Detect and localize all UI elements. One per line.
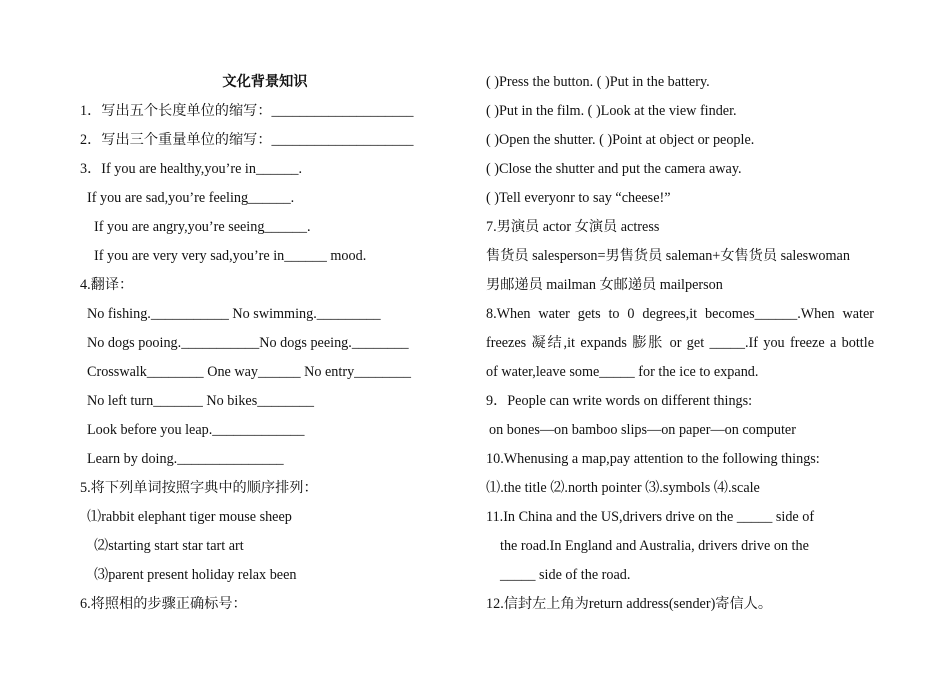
question-3-line-4: If you are very very sad,you’re in______ mood. [94,248,367,264]
word-list-2: ⑵starting start star tart art [94,538,244,554]
question-3-line-2: If you are sad,you’re feeling______. [87,190,295,206]
camera-step-row-5: ( )Tell everyonr to say “cheese!” [486,190,671,206]
question-8: 8.When water gets to 0 degrees,it becomes______.When water [486,306,874,322]
question-12: 12.信封左上角为return address(sender)寄信人。 [486,596,773,612]
question-5: 5.将下列单词按照字典中的顺序排列： [80,480,318,496]
left-column [80,68,450,619]
camera-step-row-1: ( )Press the button. ( )Put in the battery. [486,74,710,90]
question-11-line-3: _____ side of the road. [500,567,631,583]
question-7: 7.男演员 actor 女演员 actress [486,219,660,235]
translate-line-1: No fishing.___________ No swimming._________ [87,306,381,322]
word-list-1: ⑴rabbit elephant tiger mouse sheep [87,509,292,525]
question-6: 6.将照相的步骤正确标号： [80,596,247,612]
question-3: 3．If you are healthy,you’re in______. [80,161,303,177]
translate-line-5: Look before you leap._____________ [87,422,305,438]
question-9-line-2: on bones—on bamboo slips—on paper—on computer [489,422,796,438]
camera-step-row-2: ( )Put in the film. ( )Look at the view finder. [486,103,737,119]
question-7-line-3: 男邮递员 mailman 女邮递员 mailperson [486,277,723,293]
section-title: 文化背景知识 [222,74,308,90]
question-10-line-2: ⑴.the title ⑵.north pointer ⑶.symbols ⑷.scale [486,480,760,496]
question-2: 2．写出三个重量单位的缩写：____________________ [80,132,414,148]
translate-line-4: No left turn_______ No bikes________ [87,393,314,409]
question-1: 1．写出五个长度单位的缩写：____________________ [80,103,414,119]
question-11-line-2: the road.In England and Australia, drivers drive on the [500,538,809,554]
question-11: 11.In China and the US,drivers drive on the _____ side of [486,509,815,525]
question-3-line-3: If you are angry,you’re seeing______. [94,219,311,235]
translate-line-6: Learn by doing._______________ [87,451,284,467]
word-list-3: ⑶parent present holiday relax been [94,567,297,583]
translate-line-3: Crosswalk________ One way______ No entry________ [87,364,411,380]
translate-line-2: No dogs pooing.___________No dogs peeing.________ [87,335,409,351]
question-8-line-2: freezes 凝结,it expands 膨胀 or get _____.If you freeze a bottle [486,335,874,351]
question-7-line-2: 售货员 salesperson=男售货员 saleman+女售货员 saleswoman [486,248,850,264]
question-4: 4.翻译： [80,277,134,293]
camera-step-row-3: ( )Open the shutter. ( )Point at object or people. [486,132,755,148]
question-9: 9．People can write words on different things: [486,393,753,409]
question-10: 10.Whenusing a map,pay attention to the following things: [486,451,820,467]
right-column [486,68,874,619]
question-8-line-3: of water,leave some_____ for the ice to expand. [486,364,759,380]
camera-step-row-4: ( )Close the shutter and put the camera away. [486,161,742,177]
